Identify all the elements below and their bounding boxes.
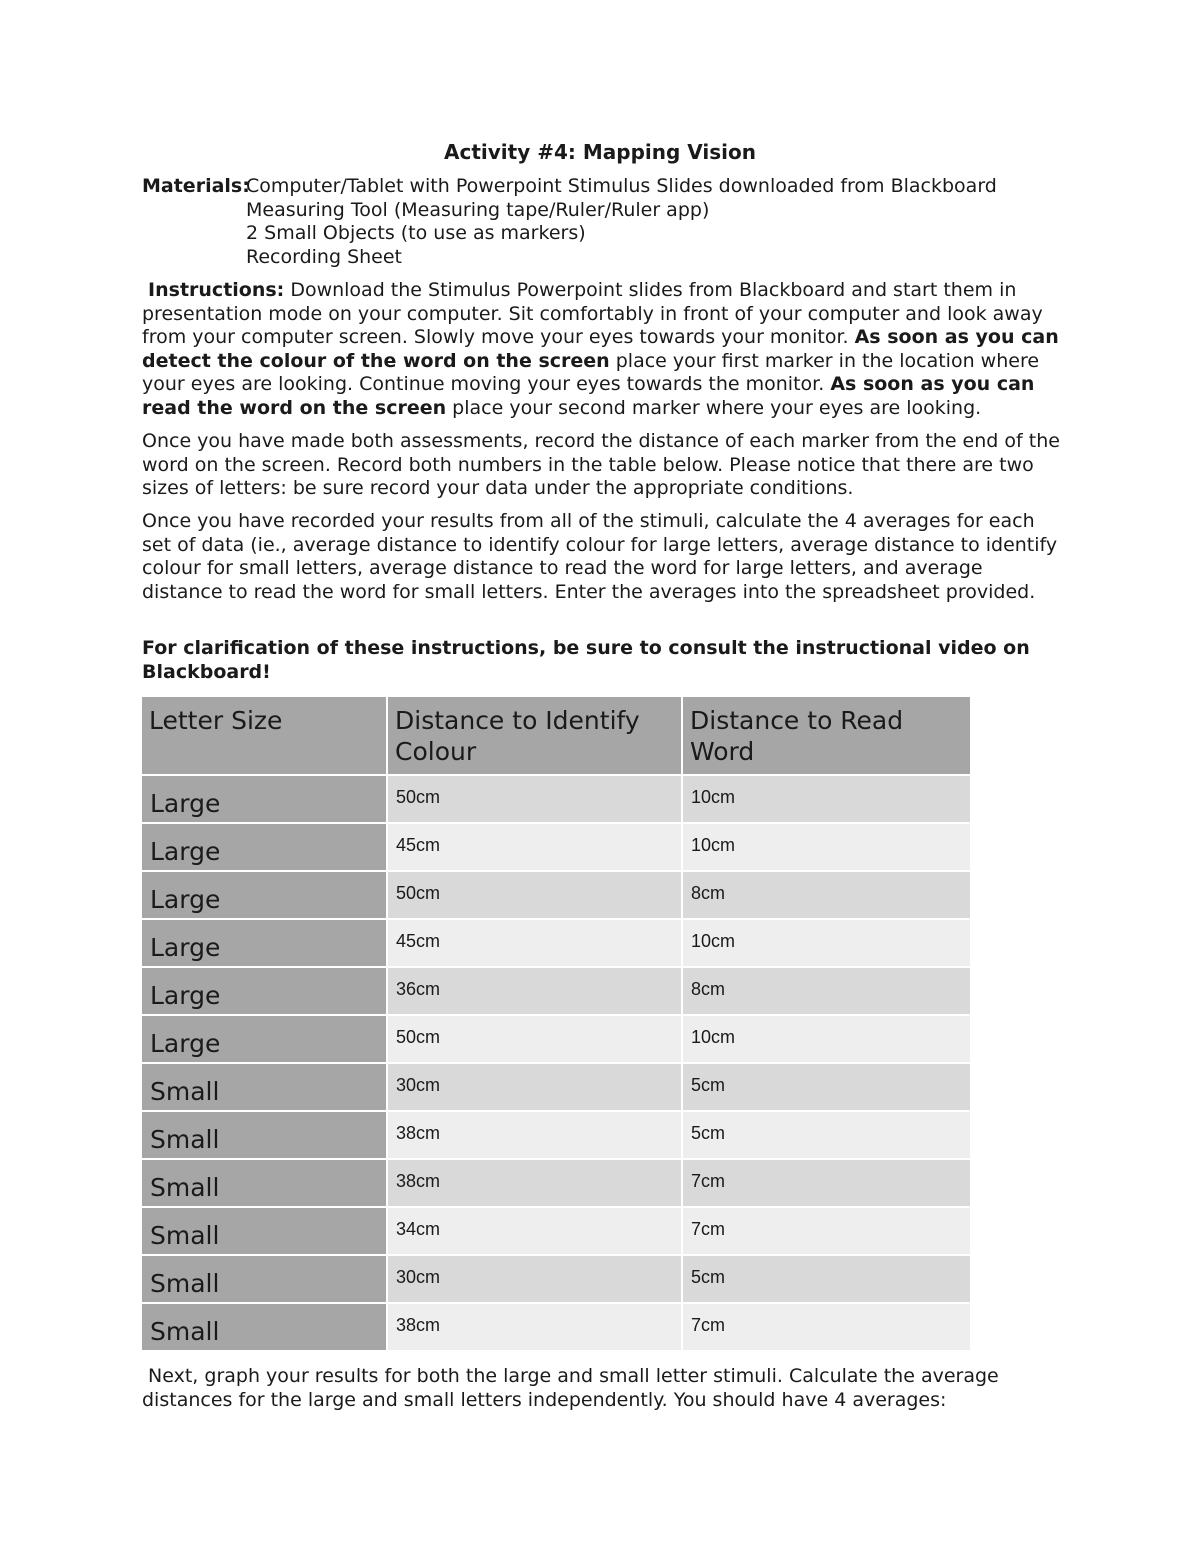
table-row — [142, 1111, 971, 1159]
cell-read-distance: 10cm — [682, 823, 971, 871]
recording-table — [142, 697, 972, 1352]
cell-letter-size: Large — [142, 967, 387, 1015]
instructions-paragraph — [142, 279, 1062, 420]
cell-letter-size: Small — [142, 1255, 387, 1303]
table-row — [142, 823, 971, 871]
instructions-text-2: place your first marker in the location where your eyes are looking. Continue moving your eyes towards the monitor. — [142, 349, 1040, 395]
cell-letter-size: Large — [142, 1015, 387, 1063]
materials-item: Recording Sheet — [246, 245, 402, 268]
instructions-bold-2: As soon as you can read the word on the screen — [142, 373, 1035, 419]
cell-letter-size: Large — [142, 775, 387, 823]
header-distance-colour: Distance to Identify Colour — [387, 697, 682, 775]
cell-letter-size: Small — [142, 1159, 387, 1207]
cell-letter-size: Large — [142, 823, 387, 871]
cell-letter-size: Large — [142, 871, 387, 919]
cell-read-distance: 10cm — [682, 775, 971, 823]
cell-colour-distance: 38cm — [387, 1303, 682, 1351]
instructions-text-3: place your second marker where your eyes are looking. — [446, 396, 982, 419]
table-row — [142, 871, 971, 919]
cell-read-distance: 5cm — [682, 1111, 971, 1159]
cell-colour-distance: 38cm — [387, 1111, 682, 1159]
cell-colour-distance: 50cm — [387, 775, 682, 823]
cell-colour-distance: 50cm — [387, 1015, 682, 1063]
cell-letter-size: Large — [142, 919, 387, 967]
cell-read-distance: 5cm — [682, 1063, 971, 1111]
cell-read-distance: 8cm — [682, 967, 971, 1015]
cell-colour-distance: 34cm — [387, 1207, 682, 1255]
cell-read-distance: 7cm — [682, 1207, 971, 1255]
cell-read-distance: 7cm — [682, 1303, 971, 1351]
averages-paragraph: Once you have recorded your results from all of the stimuli, calculate the 4 averages for each set of data (ie., average distance to identify colour for large letters, average distance to identify colour for small letters, average distance to read the word for large letters, and average distance to read the word for small letters. Enter the averages into the spreadsheet provided. — [142, 510, 1058, 603]
cell-colour-distance: 45cm — [387, 823, 682, 871]
cell-letter-size: Small — [142, 1207, 387, 1255]
table-row — [142, 1303, 971, 1351]
cell-read-distance: 10cm — [682, 919, 971, 967]
table-row — [142, 1255, 971, 1303]
cell-letter-size: Small — [142, 1063, 387, 1111]
cell-read-distance: 8cm — [682, 871, 971, 919]
cell-colour-distance: 36cm — [387, 967, 682, 1015]
table-row — [142, 919, 971, 967]
clarification-note: For clarification of these instructions, be sure to consult the instructional video on Blackboard! — [142, 637, 1030, 683]
cell-colour-distance: 30cm — [387, 1063, 682, 1111]
materials-item: 2 Small Objects (to use as markers) — [246, 222, 586, 244]
cell-colour-distance: 50cm — [387, 871, 682, 919]
instructions-text-1: Download the Stimulus Powerpoint slides from Blackboard and start them in presentation mode on your computer. Sit comfortably in front of your computer and look away from your computer screen. Slowly move your eyes towards your monitor. — [142, 279, 1043, 348]
table-header-row — [142, 697, 971, 775]
cell-letter-size: Small — [142, 1303, 387, 1351]
materials-section — [142, 175, 1062, 269]
cell-read-distance: 7cm — [682, 1159, 971, 1207]
table-row — [142, 775, 971, 823]
record-paragraph: Once you have made both assessments, record the distance of each marker from the end of the word on the screen. Record both numbers in the table below. Please notice that there are two sizes of letters: be sure record your data under the appropriate conditions. — [142, 430, 1060, 499]
materials-label: Materials: — [142, 175, 250, 197]
materials-item: Measuring Tool (Measuring tape/Ruler/Ruler app) — [246, 198, 710, 221]
table-row — [142, 1207, 971, 1255]
instructions-bold-1: As soon as you can detect the colour of the word on the screen — [142, 326, 1059, 372]
instructions-label: Instructions: — [148, 279, 285, 301]
next-paragraph-text: Next, graph your results for both the large and small letter stimuli. Calculate the average distances for the large and small letters independently. You should have 4 averages: — [142, 1365, 999, 1411]
cell-colour-distance: 38cm — [387, 1159, 682, 1207]
cell-read-distance: 10cm — [682, 1015, 971, 1063]
header-letter-size: Letter Size — [142, 697, 387, 775]
cell-letter-size: Small — [142, 1111, 387, 1159]
table-row — [142, 967, 971, 1015]
page-title: Activity #4: Mapping Vision — [444, 140, 756, 164]
header-distance-read: Distance to Read Word — [682, 697, 971, 775]
table-row — [142, 1015, 971, 1063]
next-paragraph — [142, 1365, 1062, 1412]
table-row — [142, 1063, 971, 1111]
cell-colour-distance: 45cm — [387, 919, 682, 967]
cell-read-distance: 5cm — [682, 1255, 971, 1303]
materials-item: Computer/Tablet with Powerpoint Stimulus Slides downloaded from Blackboard — [246, 175, 997, 197]
materials-list — [246, 175, 1062, 269]
table-row — [142, 1159, 971, 1207]
cell-colour-distance: 30cm — [387, 1255, 682, 1303]
